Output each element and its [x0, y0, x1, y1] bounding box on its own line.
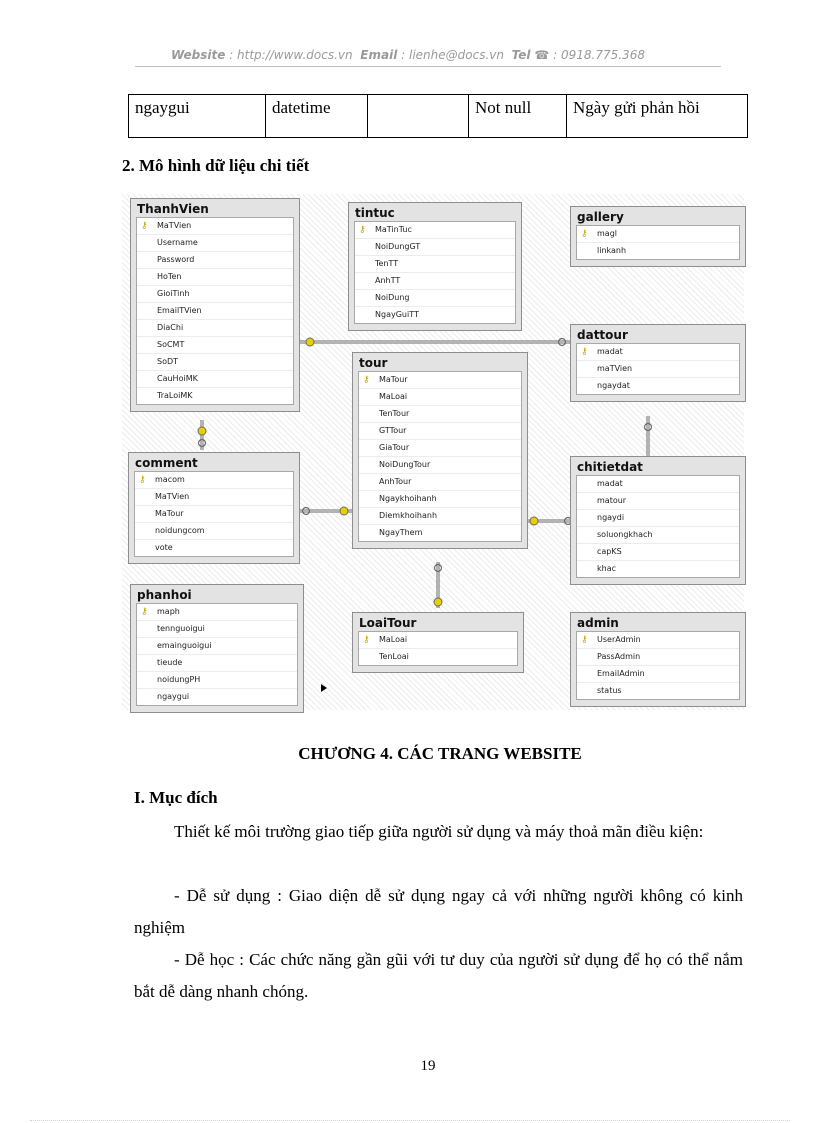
- field-row: [577, 476, 739, 493]
- field-name: MaLoai: [379, 392, 408, 401]
- field-row: [577, 527, 739, 544]
- field-list: [354, 221, 516, 324]
- section-heading-purpose: I. Mục đích: [134, 788, 218, 807]
- field-name: ngaygui: [157, 692, 190, 701]
- field-name: AnhTT: [375, 276, 401, 285]
- field-row: [137, 320, 293, 337]
- field-name: matour: [597, 496, 627, 505]
- table-row: [129, 95, 748, 138]
- table-name: chitietdat: [577, 460, 643, 474]
- page-number: 19: [420, 1058, 436, 1074]
- field-row: [135, 540, 293, 556]
- primary-key-icon: ⚷: [363, 375, 370, 385]
- field-name: maph: [157, 607, 180, 616]
- field-size-cell: [368, 95, 469, 138]
- field-name: TenLoai: [379, 652, 409, 661]
- email-address: : lienhe@docs.vn: [401, 48, 504, 62]
- field-row: [135, 472, 293, 489]
- tel-number: : 0918.775.368: [553, 48, 645, 62]
- primary-key-icon: ⚷: [141, 221, 148, 231]
- field-name: EmailAdmin: [597, 669, 645, 678]
- field-name: NoiDungTour: [379, 460, 431, 469]
- field-name: MaTour: [155, 509, 184, 518]
- field-name: CauHoiMK: [157, 374, 198, 383]
- field-name: SoCMT: [157, 340, 185, 349]
- table-tour: [352, 352, 528, 549]
- paragraph: Thiết kế môi trường giao tiếp giữa người sử dụng và máy thoả mãn điều kiện:: [174, 822, 704, 841]
- table-name: tour: [359, 356, 388, 370]
- field-row: [137, 371, 293, 388]
- field-row: [577, 378, 739, 394]
- field-name: maTVien: [597, 364, 633, 373]
- field-name: UserAdmin: [597, 635, 641, 644]
- field-row: [137, 621, 297, 638]
- key-endpoint-icon: [340, 507, 348, 515]
- table-gallery: [570, 206, 746, 267]
- field-row: [359, 649, 517, 665]
- field-row: [359, 491, 521, 508]
- field-row: [577, 344, 739, 361]
- field-row: [137, 655, 297, 672]
- cursor-arrow-icon: [321, 684, 327, 692]
- field-row: [137, 354, 293, 371]
- page-header: [0, 48, 816, 62]
- table-dattour: [570, 324, 746, 402]
- field-row: [135, 523, 293, 540]
- field-row: [577, 544, 739, 561]
- table-admin: [570, 612, 746, 707]
- field-name: madat: [597, 347, 623, 356]
- field-list: [136, 603, 298, 706]
- field-name: tieude: [157, 658, 183, 667]
- field-type-cell: datetime: [266, 95, 368, 138]
- field-name: MaTinTuc: [375, 225, 412, 234]
- field-row: [359, 457, 521, 474]
- field-name: madat: [597, 479, 623, 488]
- field-row: [137, 638, 297, 655]
- field-name: NgayGuiTT: [375, 310, 419, 319]
- field-name: tennguoigui: [157, 624, 205, 633]
- table-name: ThanhVien: [137, 202, 209, 216]
- field-name: macom: [155, 475, 185, 484]
- field-row: [359, 508, 521, 525]
- field-row: [137, 235, 293, 252]
- field-name: Password: [157, 255, 195, 264]
- field-list: [576, 225, 740, 260]
- field-row: [577, 510, 739, 527]
- field-row: [577, 243, 739, 259]
- email-label: Email: [360, 48, 398, 62]
- field-row: [355, 290, 515, 307]
- field-name: MaTour: [379, 375, 408, 384]
- field-row: [355, 307, 515, 323]
- table-thanhvien: [130, 198, 300, 412]
- section-heading-data-model: 2. Mô hình dữ liệu chi tiết: [122, 156, 310, 175]
- primary-key-icon: ⚷: [581, 635, 588, 645]
- field-row: [577, 649, 739, 666]
- table-loaitour: [352, 612, 524, 673]
- field-row: [359, 632, 517, 649]
- key-endpoint-icon: [306, 338, 314, 346]
- field-name: SoDT: [157, 357, 179, 366]
- field-name: EmailTVien: [157, 306, 202, 315]
- table-name: tintuc: [355, 206, 395, 220]
- field-row: [577, 632, 739, 649]
- field-name: ngaydi: [597, 513, 625, 522]
- field-name: capKS: [597, 547, 622, 556]
- field-list: [134, 471, 294, 557]
- field-row: [359, 423, 521, 440]
- field-name: MaTVien: [155, 492, 190, 501]
- field-name: NgayThem: [379, 528, 423, 537]
- field-name: noidungPH: [157, 675, 201, 684]
- primary-key-icon: ⚷: [581, 347, 588, 357]
- field-row: [359, 525, 521, 541]
- primary-key-icon: ⚷: [581, 229, 588, 239]
- field-name: NoiDungGT: [375, 242, 421, 251]
- field-name: status: [597, 686, 622, 695]
- field-list: [358, 631, 518, 666]
- primary-key-icon: ⚷: [359, 225, 366, 235]
- field-row: [355, 239, 515, 256]
- field-name: Diemkhoihanh: [379, 511, 438, 520]
- field-name: magl: [597, 229, 617, 238]
- field-row: [137, 388, 293, 404]
- field-name: TraLoiMK: [157, 391, 193, 400]
- field-name: MaLoai: [379, 635, 408, 644]
- field-list: [576, 475, 740, 578]
- field-list: [576, 631, 740, 700]
- field-row: [359, 389, 521, 406]
- table-comment: [128, 452, 300, 564]
- field-name: Username: [157, 238, 198, 247]
- field-row: [135, 506, 293, 523]
- key-endpoint-icon: [530, 517, 538, 525]
- field-row: [355, 256, 515, 273]
- field-row: [577, 561, 739, 577]
- er-diagram: [122, 194, 744, 710]
- field-row: [137, 303, 293, 320]
- table-name: comment: [135, 456, 198, 470]
- field-name: TenTour: [379, 409, 410, 418]
- header-divider: [135, 66, 721, 67]
- field-row: [577, 226, 739, 243]
- field-row: [137, 604, 297, 621]
- field-row: [137, 672, 297, 689]
- field-name: soluongkhach: [597, 530, 653, 539]
- field-row: [359, 440, 521, 457]
- field-row: [359, 372, 521, 389]
- field-name: HoTen: [157, 272, 182, 281]
- field-constraint-cell: Not null: [469, 95, 567, 138]
- table-name: dattour: [577, 328, 628, 342]
- field-row: [355, 273, 515, 290]
- paragraph: - Dễ học : Các chức năng gần gũi với tư duy của người sử dụng để họ có thể nắm bắt dễ dàng nhanh chóng.: [134, 950, 743, 1001]
- field-row: [137, 286, 293, 303]
- field-row: [137, 689, 297, 705]
- tel-label: Tel: [511, 48, 531, 62]
- field-row: [359, 474, 521, 491]
- field-name: ngaydat: [597, 381, 630, 390]
- field-row: [577, 493, 739, 510]
- field-name: DiaChi: [157, 323, 184, 332]
- table-tintuc: [348, 202, 522, 331]
- field-row: [137, 269, 293, 286]
- table-phanhoi: [130, 584, 304, 713]
- website-url: : http://www.docs.vn: [229, 48, 353, 62]
- table-chitietdat: [570, 456, 746, 585]
- primary-key-icon: ⚷: [363, 635, 370, 645]
- key-endpoint-icon: [434, 598, 442, 606]
- field-row: [577, 666, 739, 683]
- field-row: [137, 218, 293, 235]
- table-name: phanhoi: [137, 588, 192, 602]
- field-name: GTTour: [379, 426, 407, 435]
- field-name: khac: [597, 564, 617, 573]
- key-endpoint-icon: [198, 427, 206, 435]
- field-name: vote: [155, 543, 173, 552]
- paragraph: - Dễ sử dụng : Giao diện dễ sử dụng ngay cả với những người không có kinh nghiệm: [134, 886, 743, 937]
- field-desc-cell: Ngày gửi phản hồi: [567, 95, 748, 138]
- field-name: Ngaykhoihanh: [379, 494, 437, 503]
- field-name: GioiTinh: [157, 289, 190, 298]
- table-name: LoaiTour: [359, 616, 417, 630]
- primary-key-icon: ⚷: [139, 475, 146, 485]
- field-name: linkanh: [597, 246, 627, 255]
- field-list: [358, 371, 522, 542]
- field-name: MaTVien: [157, 221, 192, 230]
- field-table: [128, 94, 748, 138]
- field-name: AnhTour: [379, 477, 412, 486]
- field-list: [576, 343, 740, 395]
- field-name: PassAdmin: [597, 652, 641, 661]
- field-name: TenTT: [375, 259, 399, 268]
- table-name: gallery: [577, 210, 624, 224]
- field-row: [355, 222, 515, 239]
- field-row: [137, 337, 293, 354]
- field-name: emainguoigui: [157, 641, 212, 650]
- website-label: Website: [171, 48, 226, 62]
- field-name-cell: ngaygui: [129, 95, 266, 138]
- footer-divider: [30, 1120, 790, 1121]
- field-row: [577, 361, 739, 378]
- field-row: [359, 406, 521, 423]
- field-name: NoiDung: [375, 293, 410, 302]
- field-row: [137, 252, 293, 269]
- field-name: noidungcom: [155, 526, 205, 535]
- table-name: admin: [577, 616, 619, 630]
- field-list: [136, 217, 294, 405]
- chapter-title: CHƯƠNG 4. CÁC TRANG WEBSITE: [298, 744, 582, 763]
- field-name: GiaTour: [379, 443, 410, 452]
- field-row: [577, 683, 739, 699]
- field-row: [135, 489, 293, 506]
- phone-icon: ☎: [534, 48, 550, 62]
- primary-key-icon: ⚷: [141, 607, 148, 617]
